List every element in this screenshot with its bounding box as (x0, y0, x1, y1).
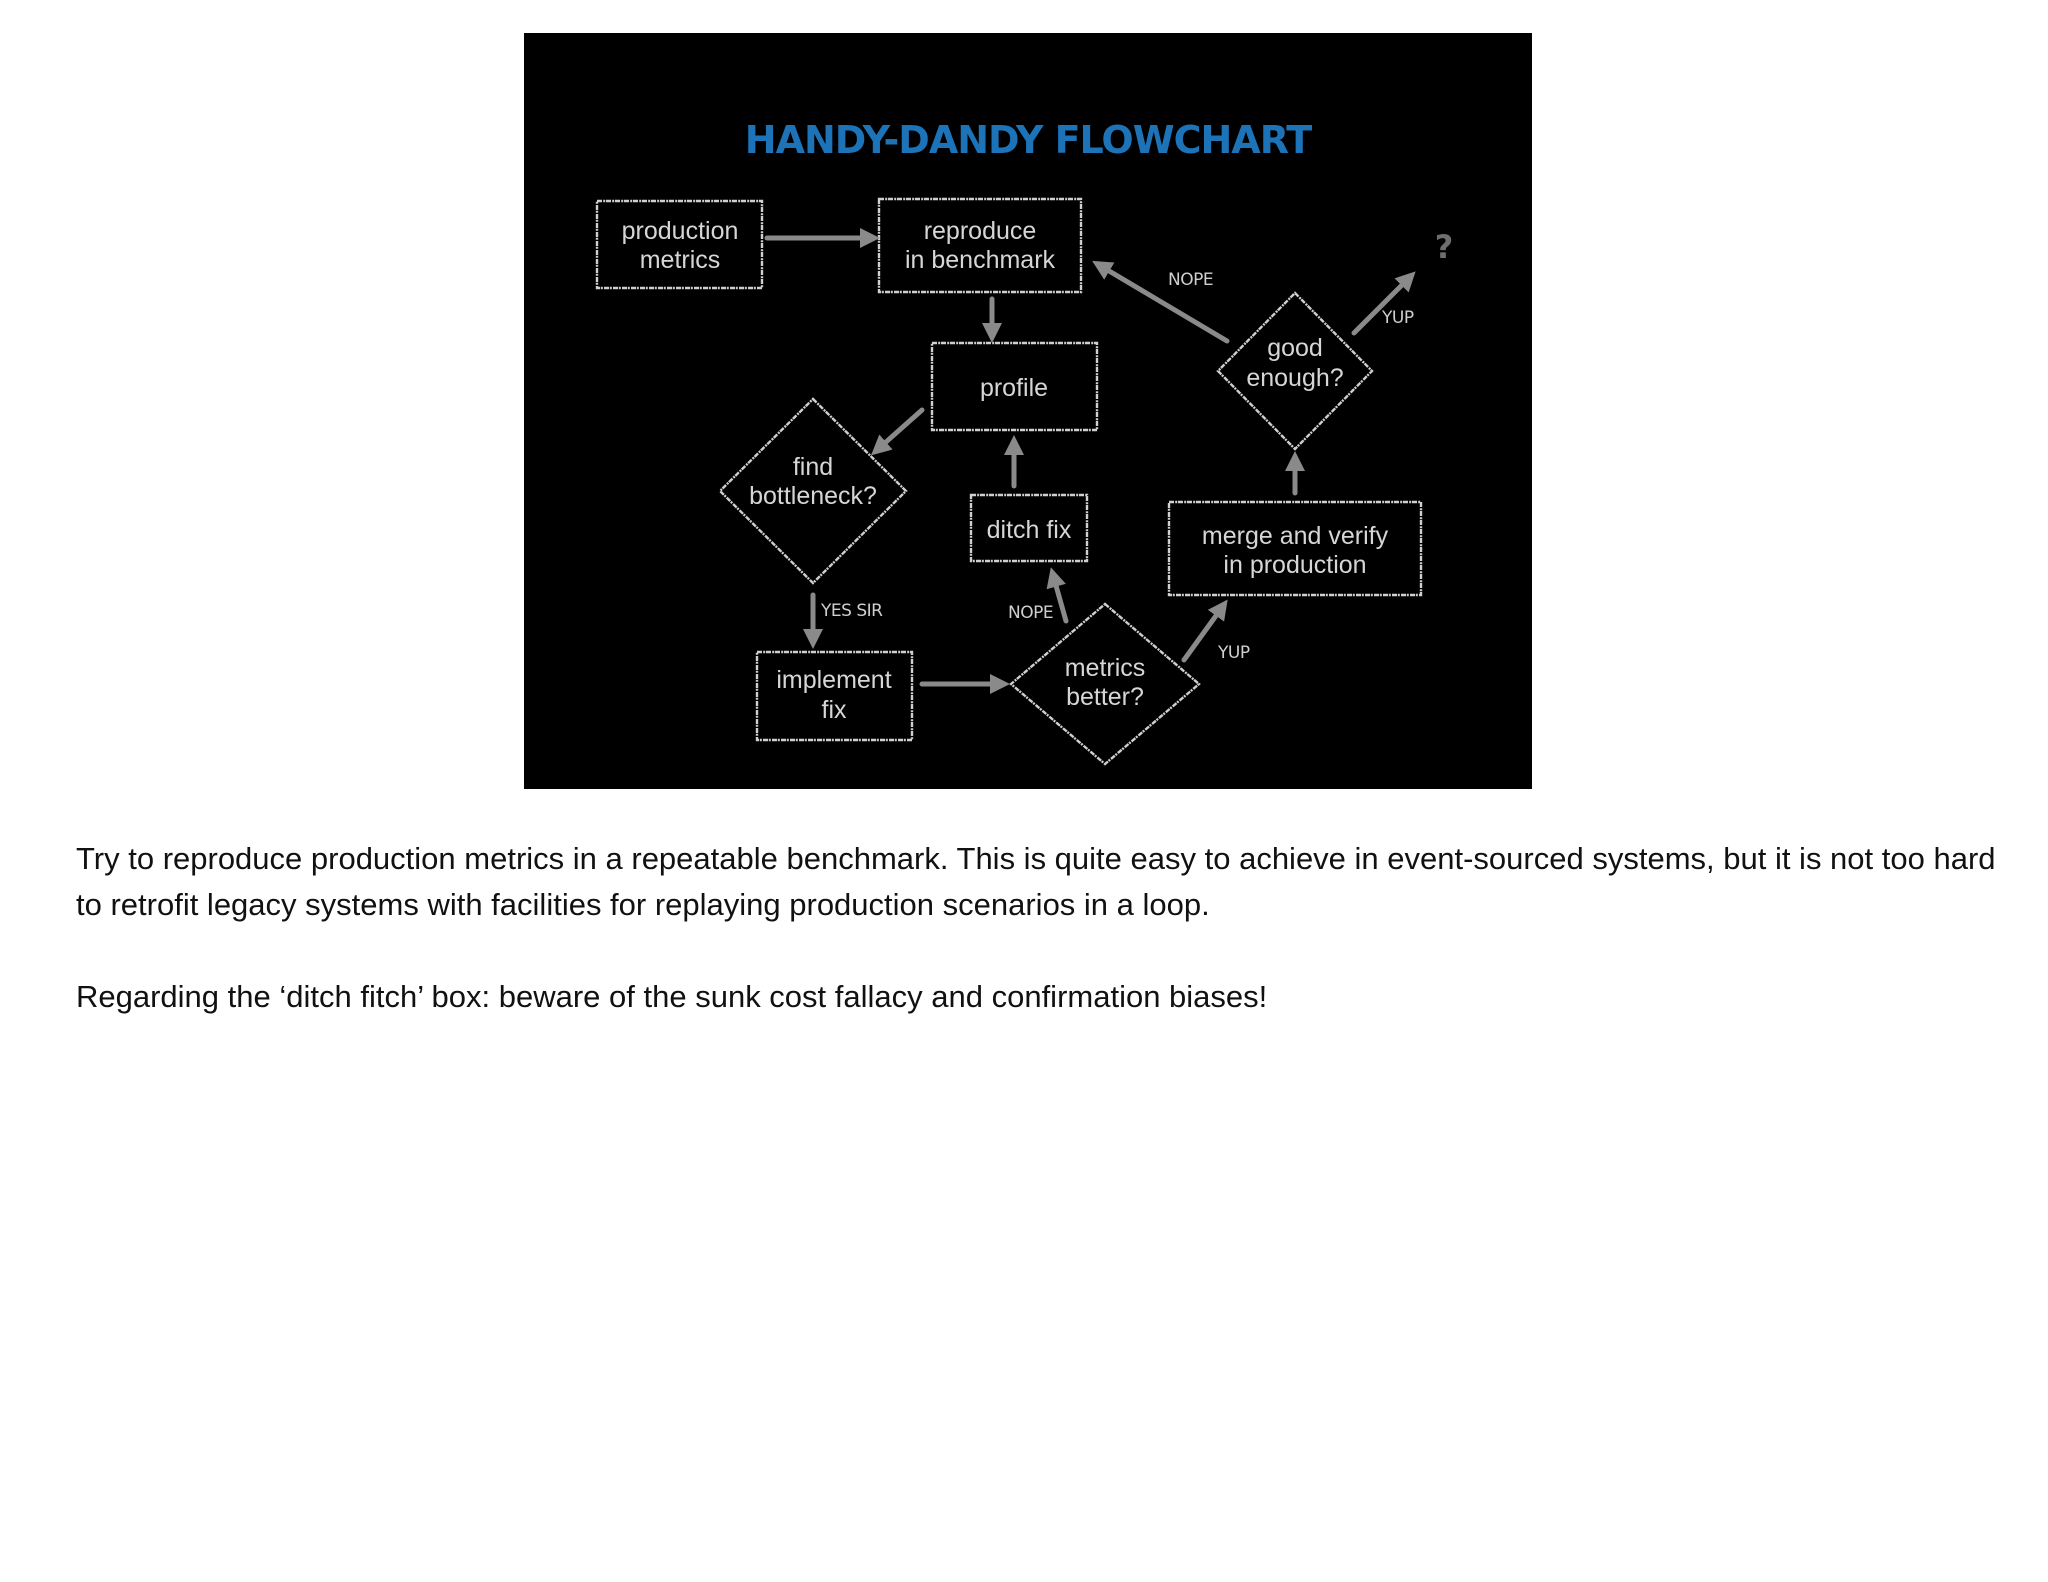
node-label-line: enough? (1246, 364, 1344, 392)
notes-paragraph: Try to reproduce production metrics in a repeatable benchmark. This is quite easy to achieve in event-sourced systems, but it is not too hard to retrofit legacy systems with facilities for replaying production scenarios in a loop. (76, 841, 1996, 922)
node-merge-and-verify (1169, 502, 1421, 595)
node-profile (932, 343, 1097, 430)
arrow-metrics-to-ditch (1053, 575, 1066, 621)
flowchart-canvas (524, 33, 1532, 789)
node-good-enough (1218, 293, 1372, 449)
node-label-line: reproduce (923, 217, 1037, 245)
node-label-line: bottleneck? (749, 482, 877, 510)
notes-paragraph: Regarding the ‘ditch fitch’ box: beware of the sunk cost fallacy and confirmation biases! (76, 979, 1268, 1014)
node-implement-fix (757, 652, 912, 740)
unknown-outcome-mark: ? (1434, 228, 1454, 266)
node-label-line: in production (1223, 551, 1367, 579)
node-label-line: fix (821, 696, 847, 724)
node-label-line: good (1267, 334, 1323, 362)
edge-label-metrics-better-nope: NOPE (1008, 603, 1054, 623)
edge-label-good-enough-nope: NOPE (1168, 270, 1214, 290)
edge-label-good-enough-yup: YUP (1382, 308, 1414, 328)
node-label-line: metrics (639, 246, 721, 274)
node-label-line: production (621, 217, 739, 245)
node-production-metrics (597, 201, 762, 288)
node-label-line: better? (1066, 683, 1144, 711)
node-label-line: metrics (1064, 654, 1146, 682)
node-label-line: merge and verify (1201, 522, 1389, 550)
flowchart-title: HANDY-DANDY FLOWCHART (744, 118, 1312, 162)
node-label-line: in benchmark (904, 246, 1056, 274)
edge-label-find-bottleneck-yes: YES SIR (821, 601, 883, 621)
node-metrics-better (1011, 604, 1199, 764)
node-label-line: implement (776, 666, 892, 694)
flowchart-slide (524, 33, 1532, 789)
node-label-line: find (792, 453, 834, 481)
presenter-notes (76, 836, 1996, 1066)
node-find-bottleneck (720, 399, 906, 583)
node-ditch-fix (971, 495, 1087, 561)
arrow-profile-to-bottleneck (877, 410, 922, 450)
edge-label-metrics-better-yup: YUP (1218, 643, 1250, 663)
node-label-line: ditch fix (986, 516, 1072, 544)
node-reproduce-in-benchmark (879, 199, 1081, 292)
node-label-line: profile (979, 374, 1049, 402)
